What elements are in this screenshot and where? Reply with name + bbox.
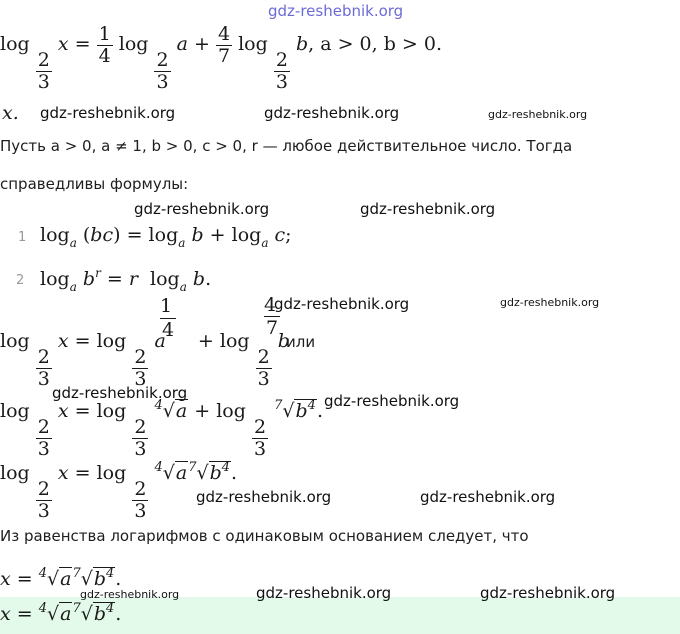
base-fraction: $\frac{2}{3}$ [37, 49, 50, 93]
watermark-top: gdz-reshebnik.org [268, 2, 404, 20]
formula-product: $\log_a (bc) = \log_a b + \log_a c$; [40, 224, 292, 250]
watermark: gdz-reshebnik.org [52, 384, 188, 402]
result-equation: $x = ^4√a^7√b^4$. [0, 566, 122, 590]
watermark: gdz-reshebnik.org [488, 108, 588, 121]
watermark: gdz-reshebnik.org [80, 588, 180, 601]
exponent-numerator-1: 1 [160, 295, 173, 317]
coef-fraction-1-4: $\frac{1}{4}$ [98, 23, 111, 67]
formulas-heading: справедливы формулы: [0, 175, 189, 193]
equation-step-3: log $\frac{2}{3}$ x = log $\frac{2}{3}$ $^4√a^7√b^4$. [0, 460, 238, 522]
coef-fraction-4-7: $\frac{4}{7}$ [217, 23, 231, 67]
watermark: gdz-reshebnik.org [134, 200, 270, 218]
watermark: gdz-reshebnik.org [264, 104, 400, 122]
formula-power: $\log_a b^r = r$ $\log_a b$. [40, 266, 212, 294]
watermark: gdz-reshebnik.org [480, 584, 616, 602]
watermark: gdz-reshebnik.org [420, 488, 556, 506]
conditions: , a > 0, b > 0. [308, 32, 443, 55]
list-number: 2 [16, 273, 25, 288]
exponent-denominator-4: 4 [162, 319, 175, 341]
equation-step-2: log $\frac{2}{3}$ x = log $\frac{2}{3}$ $^4$√a + log $\frac{2}{3}$ $^7√b^4$. [0, 398, 323, 460]
exponent-denominator-7: 7 [266, 317, 279, 339]
watermark: gdz-reshebnik.org [500, 296, 600, 309]
watermark: gdz-reshebnik.org [324, 392, 460, 410]
watermark: gdz-reshebnik.org [360, 200, 496, 218]
intro-text: Пусть a > 0, a ≠ 1, b > 0, c > 0, r — любое действительное число. Тогда [0, 137, 573, 155]
watermark: gdz-reshebnik.org [274, 295, 410, 313]
list-number: 1 [18, 230, 27, 245]
final-answer: $x = ^4√a^7√b^4$. [0, 601, 122, 625]
exponent-numerator-4: 4 [264, 294, 277, 316]
unknown-x: x. [2, 102, 19, 124]
watermark: gdz-reshebnik.org [196, 488, 332, 506]
conclusion-text: Из равенства логарифмов с одинаковым основанием следует, что [0, 527, 529, 545]
equation-step-1: log $\frac{2}{3}$ x = log $\frac{2}{3}$ a + log $\frac{2}{3}$ b [0, 330, 290, 390]
or-word: или [286, 333, 316, 351]
watermark: gdz-reshebnik.org [256, 584, 392, 602]
watermark: gdz-reshebnik.org [40, 104, 176, 122]
equation-given: log $\frac{2}{3}$ x = $\frac{1}{4}$ log $\frac{2}{3}$ a + $\frac{4}{7}$ log $\frac{2}{3}$ b, a > 0, b > 0. [0, 23, 443, 93]
log-label: log [0, 32, 30, 55]
